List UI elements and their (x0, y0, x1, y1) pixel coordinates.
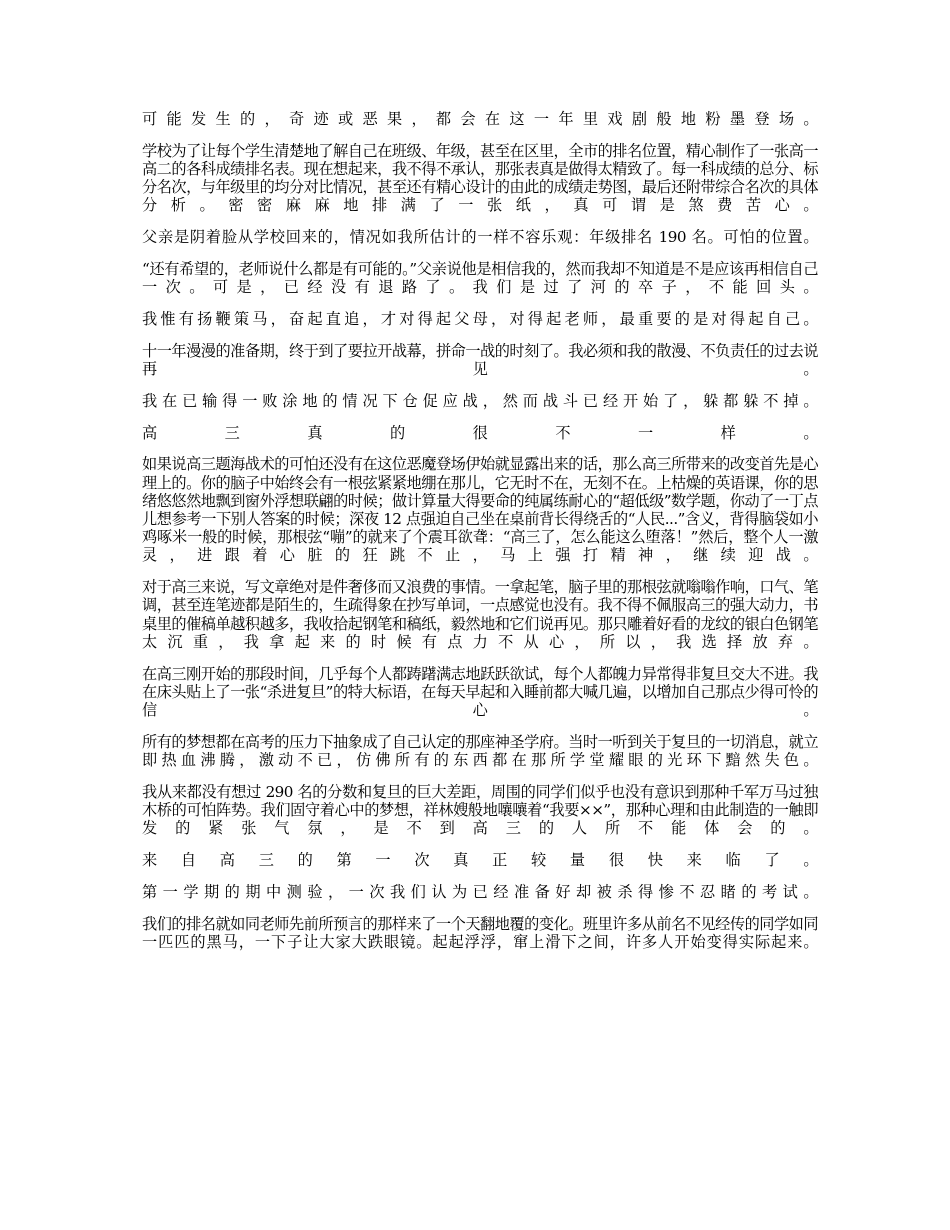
paragraph: 高三真的很不一样。 (142, 423, 818, 442)
paragraph: “还有希望的，老师说什么都是有可能的。”父亲说他是相信我的，然而我却不知道是不是应该再相信自己一次。可是，已经没有退路了。我们是过了河的卒子，不能回头。 (142, 260, 818, 297)
paragraph: 我从来都没有想过 290 名的分数和复旦的巨大差距，周围的同学们似乎也没有意识到那种千军万马过独木桥的可怕阵势。我们固守着心中的梦想，祥林嫂般地嚷嚷着“我要××”，那种心理和由此制造的一触即发的紧张气氛，是不到高三的人所不能体会的。 (142, 782, 818, 838)
document-page (142, 110, 818, 965)
paragraph: 我在已输得一败涂地的情况下仓促应战，然而战斗已经开始了，躲都躲不掉。 (142, 391, 818, 410)
paragraph: 我惟有扬鞭策马，奋起直追，才对得起父母，对得起老师，最重要的是对得起自己。 (142, 310, 818, 328)
paragraph: 在高三刚开始的那段时间，几乎每个人都踌躇满志地跃跃欲试，每个人都魄力异常得非复旦交大不进。我在床头贴上了一张“杀进复旦”的特大标语，在每天早起和入睡前都大喊几遍，以增加自己那点少得可怜的信心。 (142, 664, 818, 720)
paragraph: 第一学期的期中测验，一次我们认为已经准备好却被杀得惨不忍睹的考试。 (142, 882, 818, 901)
paragraph: 我们的排名就如同老师先前所预言的那样来了一个天翻地覆的变化。班里许多从前名不见经传的同学如同一匹匹的黑马，一下子让大家大跌眼镜。起起浮浮，窜上滑下之间，许多人开始变得实际起来。 (142, 914, 818, 951)
paragraph: 学校为了让每个学生清楚地了解自己在班级、年级，甚至在区里，全市的排名位置，精心制作了一张高一高二的各科成绩排名表。现在想起来，我不得不承认，那张表真是做得太精致了。每一科成绩的总分、标分名次，与年级里的均分对比情况，甚至还有精心设计的由此的成绩走势图，最后还附带综合名次的具体分析。密密麻麻地排满了一张纸，真可谓是煞费苦心。 (142, 141, 818, 215)
paragraph: 如果说高三题海战术的可怕还没有在这位恶魔登场伊始就显露出来的话，那么高三所带来的改变首先是心理上的。你的脑子中始终会有一根弦紧紧地绷在那儿，它无时不在，无刻不在。上枯燥的英语课，你的思绪悠悠然地飘到窗外浮想联翩的时候；做计算量大得要命的纯属练耐心的“超低级”数学题，你动了一丁点儿想参考一下别人答案的时候；深夜 12 点强迫自己坐在桌前背长得绕舌的“人民...”含义，背得脑袋如小鸡啄米一般的时候，那根弦“嘣”的就来了个震耳欲聋：“高三了，怎么能这么堕落！”然后，整个人一激灵，进跟着心脏的狂跳不止，马上强打精神，继续迎战。 (142, 455, 818, 565)
paragraph: 父亲是阴着脸从学校回来的，情况如我所估计的一样不容乐观：年级排名 190 名。可怕的位置。 (142, 228, 818, 247)
paragraph: 可能发生的，奇迹或恶果，都会在这一年里戏剧般地粉墨登场。 (142, 110, 818, 128)
paragraph: 对于高三来说，写文章绝对是件奢侈而又浪费的事情。一拿起笔，脑子里的那根弦就嗡嗡作响，口气、笔调，甚至连笔迹都是陌生的，生疏得象在抄写单词，一点感觉也没有。我不得不佩服高三的强大动力，书桌里的催稿单越积越多，我收拾起钢笔和稿纸，毅然地和它们说再见。那只雕着好看的龙纹的银白色钢笔太沉重，我拿起来的时候有点力不从心，所以，我选择放弃。 (142, 578, 818, 651)
paragraph: 所有的梦想都在高考的压力下抽象成了自己认定的那座神圣学府。当时一听到关于复旦的一切消息，就立即热血沸腾，激动不已，仿佛所有的东西都在那所学堂耀眼的光环下黯然失色。 (142, 732, 818, 770)
paragraph: 来自高三的第一次真正较量很快来临了。 (142, 851, 818, 870)
paragraph: 十一年漫漫的准备期，终于到了要拉开战幕，拼命一战的时刻了。我必须和我的散漫、不负责任的过去说再见。 (142, 341, 818, 378)
